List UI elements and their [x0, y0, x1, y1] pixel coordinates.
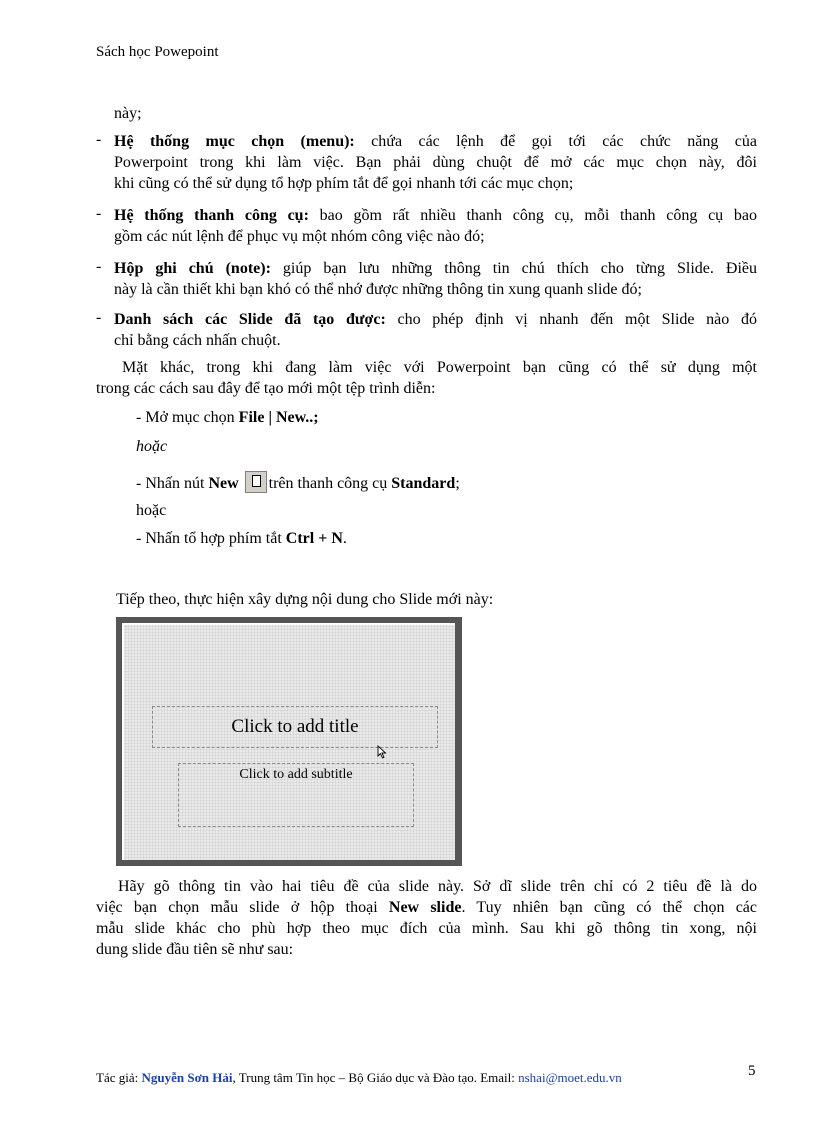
paragraph-intro: Mặt khác, trong khi đang làm việc với Powerpoint bạn cũng có thể sử dụng một trong các cách sau đây để tạo mới một tệp trình diễn: — [96, 359, 757, 397]
new-document-icon — [245, 471, 267, 493]
or-text: hoặc — [136, 502, 167, 519]
footer: Tác giả: Nguyễn Sơn Hải, Trung tâm Tin học – Bộ Giáo dục và Đào tạo. Email: nshai@moet.edu.vn — [96, 1070, 622, 1085]
method-new-button: - Nhấn nút New trên thanh công cụ Standard; — [136, 471, 460, 493]
subtitle-placeholder[interactable]: Click to add subtitle — [178, 763, 414, 827]
bullet-dash: - — [96, 205, 102, 222]
bullet-term: Hệ thống mục chọn (menu): — [114, 133, 355, 150]
bullet-dash: - — [96, 309, 102, 326]
page-number: 5 — [748, 1063, 756, 1079]
bullet-menu: Hệ thống mục chọn (menu): chứa các lệnh để gọi tới các chức năng của Powerpoint trong khi làm việc. Bạn phải dùng chuột để mở các mục chọn này, đôi khi cũng có thể sử dụng tổ hợp phím tắt để gọi nhanh tới các mục chọn; — [114, 133, 758, 192]
bullet-dash: - — [96, 131, 102, 148]
mouse-cursor-icon — [377, 745, 387, 759]
bullet-dash: - — [96, 258, 102, 275]
bullet-toolbar: Hệ thống thanh công cụ: bao gồm rất nhiều thanh công cụ, mỗi thanh công cụ bao gồm các nút lệnh để phục vụ một nhóm công việc nào đó; — [114, 207, 757, 245]
author-name: Nguyễn Sơn Hải — [141, 1070, 233, 1085]
or-text-italic: hoặc — [136, 438, 168, 455]
running-header: Sách học Powepoint — [96, 44, 219, 60]
bullet-note: Hộp ghi chú (note): giúp bạn lưu những thông tin chú thích cho từng Slide. Điều này là cần thiết khi bạn khó có thể nhớ được những thông tin xung quanh slide đó; — [114, 260, 757, 298]
title-placeholder[interactable]: Click to add title — [152, 706, 438, 748]
bullet-term: Hộp ghi chú (note): — [114, 260, 271, 277]
method-file-new: - Mở mục chọn File | New..; — [136, 409, 319, 426]
slide-canvas — [122, 623, 455, 860]
email-link[interactable]: nshai@moet.edu.vn — [518, 1070, 622, 1085]
intro-fragment: này; — [114, 105, 142, 122]
next-step-line: Tiếp theo, thực hiện xây dựng nội dung cho Slide mới này: — [116, 591, 494, 608]
paragraph-explanation: Hãy gõ thông tin vào hai tiêu đề của slide này. Sở dĩ slide trên chỉ có 2 tiêu đề là do việc bạn chọn mẫu slide ở hộp thoại New slide. Tuy nhiên bạn cũng có thể chọn các mẫu slide khác cho phù hợp theo mục đích của mình. Sau khi gõ thông tin xong, nội dung slide đầu tiên sẽ như sau: — [96, 878, 757, 958]
bullet-term: Danh sách các Slide đã tạo được: — [114, 311, 386, 328]
bullet-term: Hệ thống thanh công cụ: — [114, 207, 309, 224]
slide-screenshot — [116, 617, 462, 866]
bullet-slide-list: Danh sách các Slide đã tạo được: cho phép định vị nhanh đến một Slide nào đó chỉ bằng cách nhấn chuột. — [114, 311, 757, 349]
method-shortcut: - Nhấn tổ hợp phím tắt Ctrl + N. — [136, 530, 347, 547]
